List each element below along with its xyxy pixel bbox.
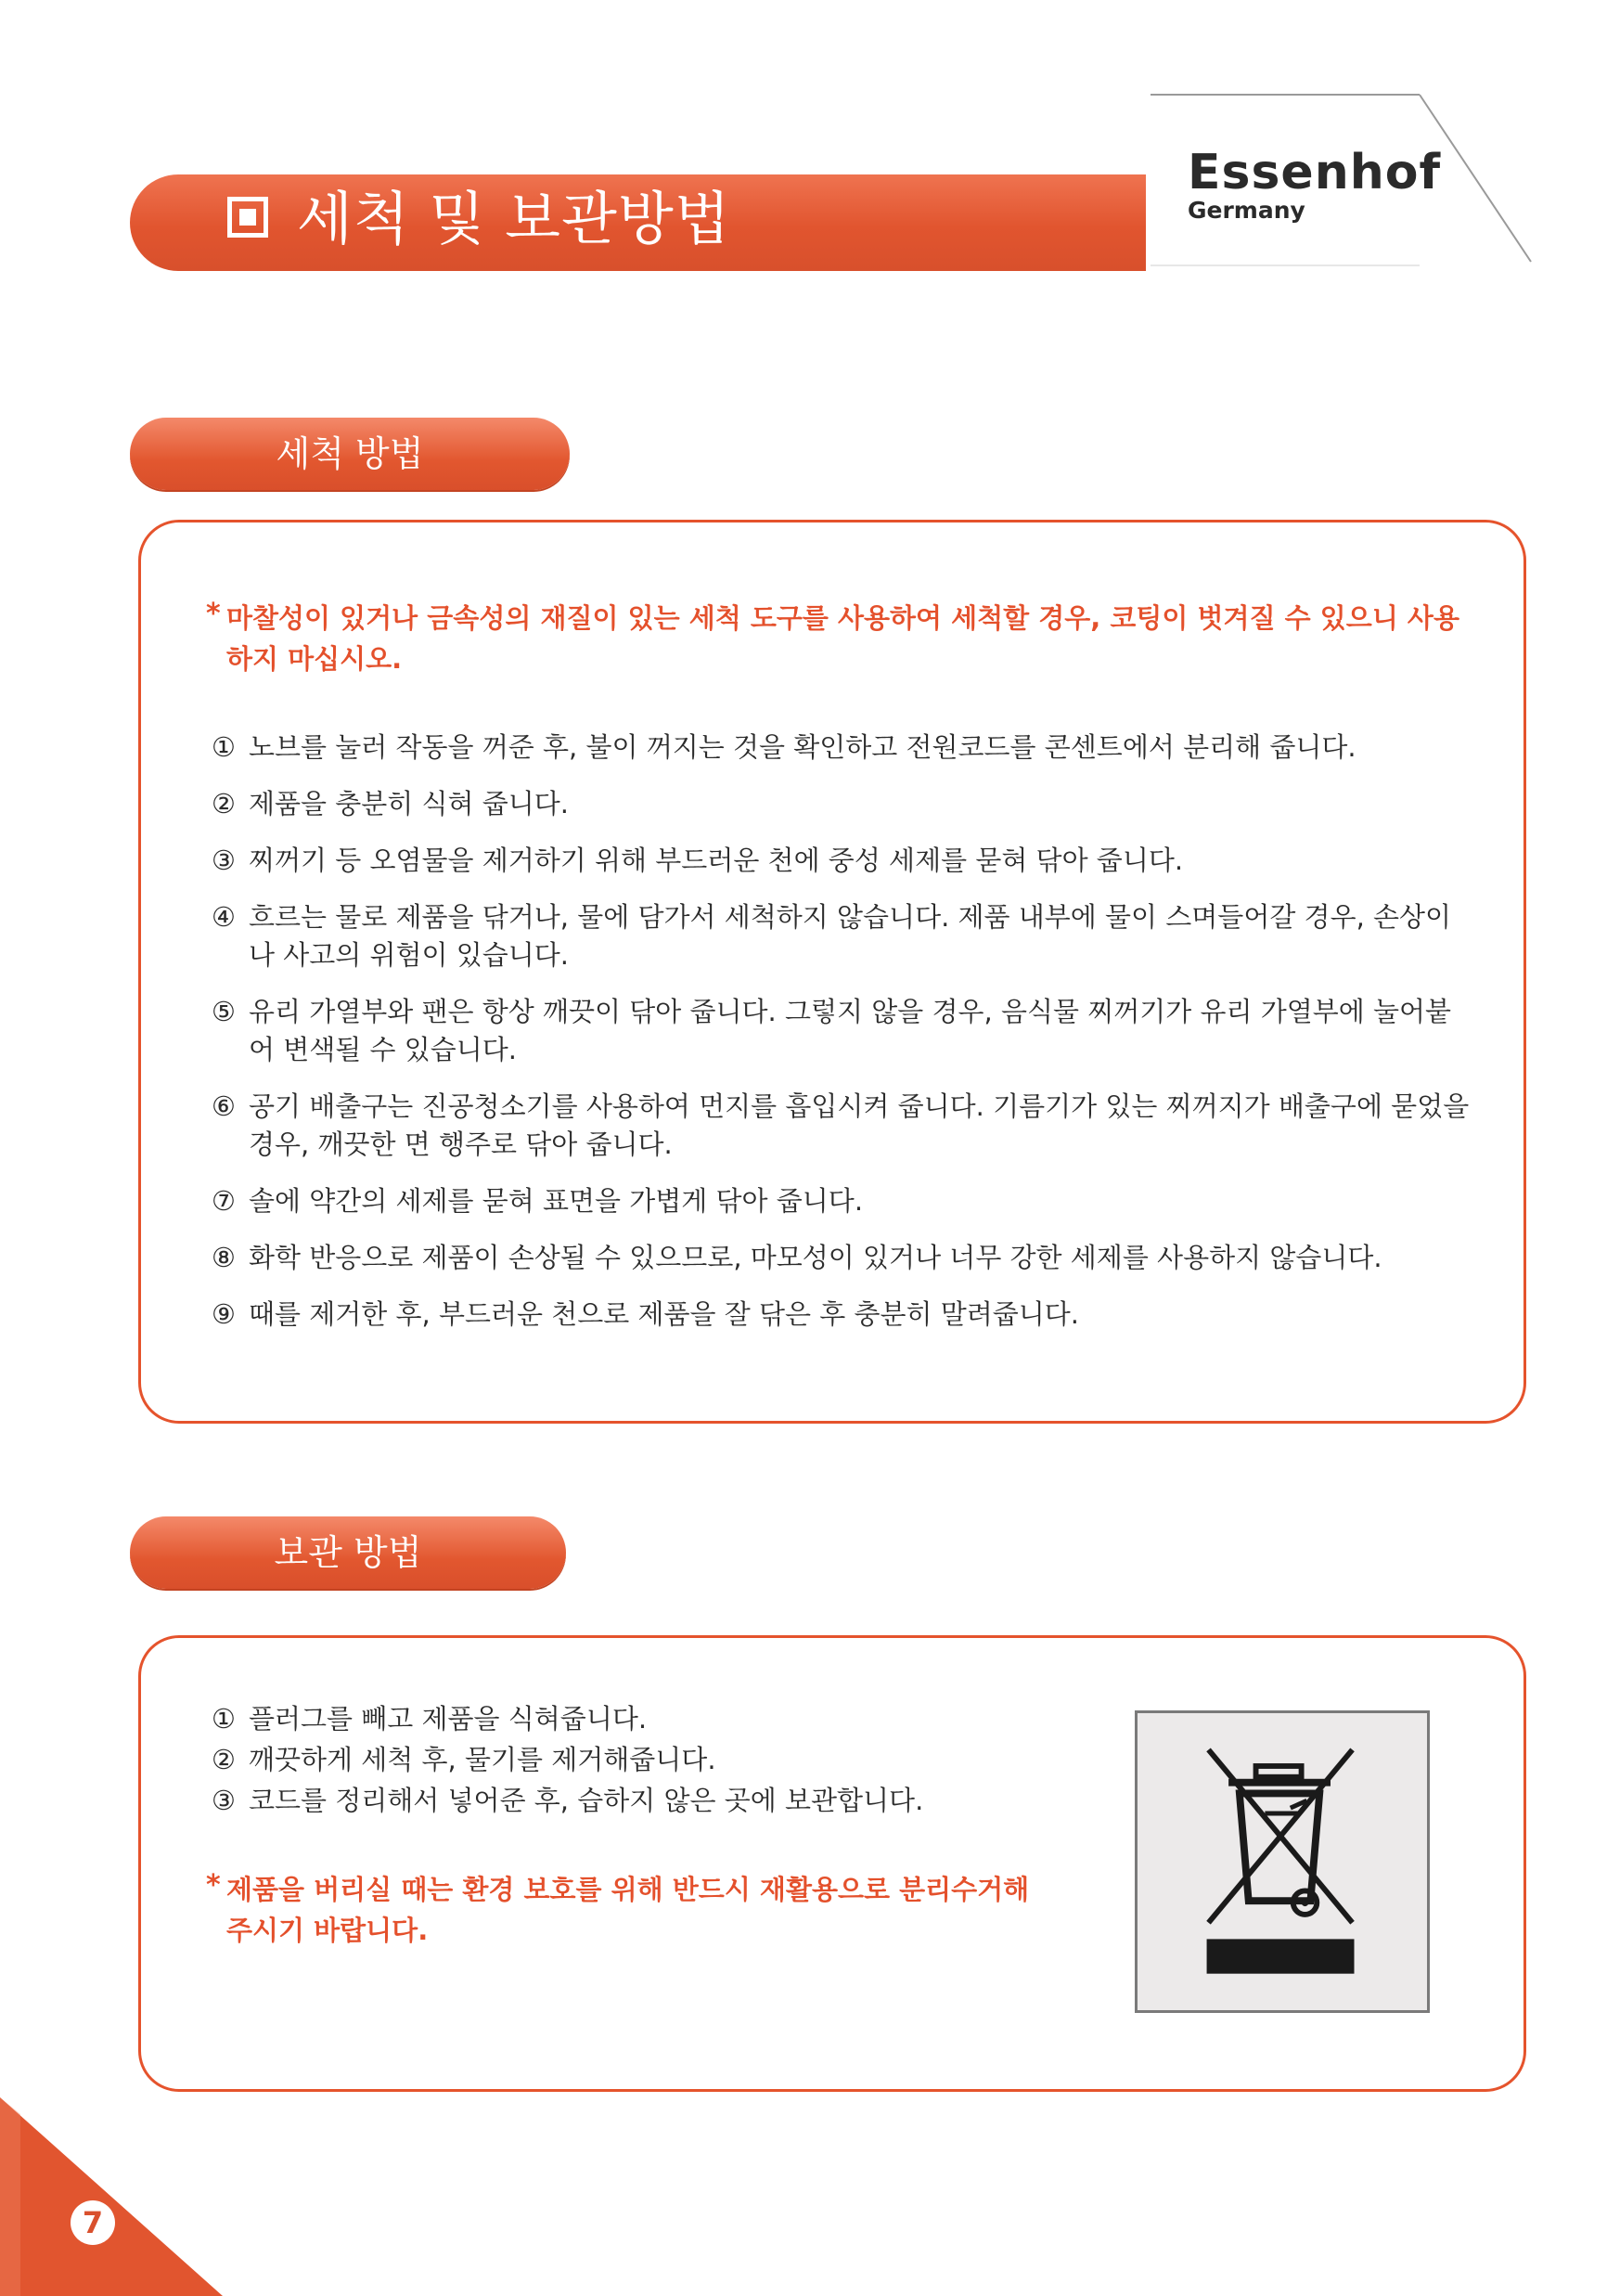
section-heading-storage: 보관 방법 <box>274 1532 422 1573</box>
cleaning-warning <box>206 598 1460 679</box>
brand-logo-country: Germany <box>1188 197 1305 224</box>
storage-steps <box>212 1698 1047 1821</box>
warning-asterisk: * <box>206 1869 221 1902</box>
list-item: ⑥ 공기 배출구는 진공청소기를 사용하여 먼지를 흡입시켜 줍니다. 기름기가 있는 찌꺼지가 배출구에 묻었을 경우, 깨끗한 면 행주로 닦아 줍니다. <box>212 1090 1470 1160</box>
weee-crossed-bin-icon <box>1135 1710 1430 2013</box>
brand-logo-name: Essenhof <box>1188 145 1442 200</box>
page-title: 세척 및 보관방법 <box>297 185 731 252</box>
square-bullet-icon <box>227 197 268 238</box>
list-item: ① 플러그를 빼고 제품을 식혀줍니다. <box>212 1703 648 1735</box>
section-heading-cleaning: 세척 방법 <box>276 433 424 474</box>
list-item: ⑨ 때를 제거한 후, 부드러운 천으로 제품을 잘 닦은 후 충분히 말려줍니다. <box>212 1298 1080 1330</box>
list-item: ⑦ 솔에 약간의 세제를 묻혀 표면을 가볍게 닦아 줍니다. <box>212 1185 864 1217</box>
list-item: ⑤ 유리 가열부와 팬은 항상 깨끗이 닦아 줍니다. 그렇지 않을 경우, 음식물 찌꺼기가 유리 가열부에 눌어붙어 변색될 수 있습니다. <box>212 996 1452 1065</box>
list-item: ③ 코드를 정리해서 넣어준 후, 습하지 않은 곳에 보관합니다. <box>212 1785 924 1816</box>
storage-warning <box>206 1869 1052 1951</box>
list-item: ① 노브를 눌러 작동을 꺼준 후, 불이 꺼지는 것을 확인하고 전원코드를 콘센트에서 분리해 줍니다. <box>212 731 1356 763</box>
list-item: ② 제품을 충분히 식혀 줍니다. <box>212 788 570 819</box>
list-item: ③ 찌꺼기 등 오염물을 제거하기 위해 부드러운 천에 중성 세제를 묻혀 닦아 줍니다. <box>212 845 1184 876</box>
cleaning-warning-text: 마찰성이 있거나 금속성의 재질이 있는 세척 도구를 사용하여 세척할 경우, 코팅이 벗겨질 수 있으니 사용 하지 마십시오. <box>226 602 1459 675</box>
list-item: ② 깨끗하게 세척 후, 물기를 제거해줍니다. <box>212 1744 716 1775</box>
page-corner-decoration <box>0 2097 223 2296</box>
warning-asterisk: * <box>206 598 221 630</box>
cleaning-steps <box>212 729 1473 1334</box>
page-number: 7 <box>71 2200 115 2245</box>
storage-warning-text: 제품을 버리실 때는 환경 보호를 위해 반드시 재활용으로 분리수거해 주시기 바랍니다. <box>226 1874 1030 1946</box>
list-item: ⑧ 화학 반응으로 제품이 손상될 수 있으므로, 마모성이 있거나 너무 강한 세제를 사용하지 않습니다. <box>212 1242 1382 1273</box>
list-item: ④ 흐르는 물로 제품을 닦거나, 물에 담가서 세척하지 않습니다. 제품 내부에 물이 스며들어갈 경우, 손상이나 사고의 위험이 있습니다. <box>212 901 1452 971</box>
